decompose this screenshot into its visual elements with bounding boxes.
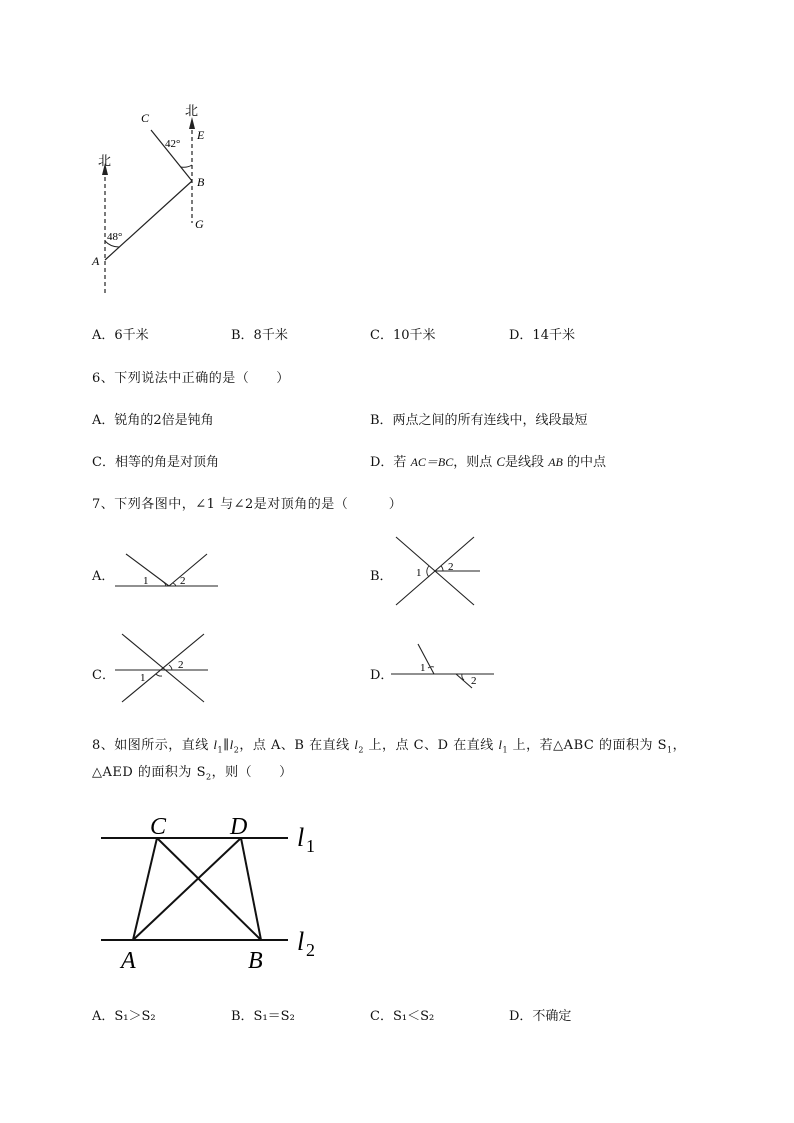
q8-l1-sub: 1 <box>217 745 224 755</box>
q7-d-angle-1: 1 <box>420 662 426 674</box>
q8-option-d: D．不确定 <box>509 1009 572 1024</box>
north-label-left: 北 <box>98 153 112 168</box>
q6-option-a: A．锐角的2倍是钝角 <box>92 413 214 428</box>
fig-label-a: A <box>121 948 136 974</box>
angle-label-42: 42° <box>165 138 181 150</box>
point-label-e: E <box>197 128 205 142</box>
point-label-c: C <box>141 111 150 125</box>
point-label-b: B <box>197 175 205 189</box>
q8-option-c: C．S₁＜S₂ <box>370 1009 435 1024</box>
q8-l1-b: l <box>498 737 503 752</box>
q8-l2-sub: 2 <box>233 745 240 755</box>
q7-option-c-label: C． <box>92 668 115 683</box>
q6-stem: 6、下列说法中正确的是（ ） <box>92 371 290 386</box>
q8-stem2: △AED 的面积为 S <box>92 765 206 780</box>
q7-figure-b <box>392 535 484 607</box>
q8-stem-pre: 8、如图所示，直线 <box>92 738 214 753</box>
q8-l2-b: l <box>354 737 359 752</box>
q7-figure-d <box>388 640 498 690</box>
q7-figure-c <box>112 632 212 704</box>
fig-label-l2: l <box>297 927 305 956</box>
point-label-a: A <box>92 254 100 268</box>
fig-label-d: D <box>230 814 248 840</box>
point-label-g: G <box>195 217 204 231</box>
q8-l2: l <box>229 737 234 752</box>
q8-s2-sub: 2 <box>205 772 212 782</box>
q8-trapezoid-figure <box>95 810 335 975</box>
q8-stem-mid2: 上，点 C、D 在直线 <box>363 738 499 753</box>
q7-a-angle-2: 2 <box>180 575 186 587</box>
q5-option-d: D．14千米 <box>509 328 575 343</box>
angle-label-48: 48° <box>107 231 123 243</box>
north-arrow-right <box>189 117 195 129</box>
q7-c-angle-1: 1 <box>140 672 146 684</box>
north-label-right: 北 <box>185 103 199 118</box>
q7-d-angle-2: 2 <box>471 675 477 687</box>
fig-label-l1: l <box>297 823 305 852</box>
segment-cb <box>157 838 261 940</box>
q8-stem-post: 上，若△ABC 的面积为 S <box>508 738 667 753</box>
q8-option-a: A．S₁＞S₂ <box>92 1009 156 1024</box>
fig-label-c: C <box>150 814 167 840</box>
q5-option-b: B．8千米 <box>231 328 288 343</box>
q6-d-pre: D．若 <box>370 455 411 470</box>
q8-l1-sub-b: 1 <box>502 745 509 755</box>
segment-ca <box>133 838 157 940</box>
q6-option-d <box>370 451 606 470</box>
q6-d-post: 的中点 <box>562 455 606 470</box>
q8-l2-sub-b: 2 <box>358 745 364 755</box>
q7-b-angle-1: 1 <box>416 567 422 579</box>
q5-option-a: A．6千米 <box>92 328 149 343</box>
q8-stem-mid: ，点 A、B 在直线 <box>239 738 355 753</box>
q8-stem-line-1 <box>92 734 686 755</box>
fig-label-b: B <box>248 948 263 974</box>
q8-stem-line-2 <box>92 761 293 782</box>
q8-l1: l <box>213 737 218 752</box>
fig-label-l2-sub: 2 <box>306 940 315 960</box>
q6-d-eq: AC＝BC <box>410 455 454 469</box>
q8-option-b: B．S₁＝S₂ <box>231 1009 295 1024</box>
q7-option-b-label: B． <box>370 569 393 584</box>
q7-b-angle-2: 2 <box>448 561 454 573</box>
q6-d-mid: ，则点 <box>453 455 497 470</box>
q7-option-a-label: A． <box>92 569 115 584</box>
q8-s1-sub: 1 <box>666 745 673 755</box>
q6-d-ab: AB <box>548 455 563 469</box>
q8-parallel: ∥ <box>223 738 230 753</box>
q6-option-b: B．两点之间的所有连线中，线段最短 <box>370 413 588 428</box>
q7-c-angle-2: 2 <box>178 659 184 671</box>
segment-ab <box>105 181 192 260</box>
segment-ad <box>133 838 241 940</box>
q7-figure-a <box>112 548 222 593</box>
direction-figure <box>85 95 225 305</box>
q7-option-d-label: D． <box>370 668 394 683</box>
q7-stem: 7、下列各图中，∠1 与∠2是对顶角的是（ ） <box>92 497 403 512</box>
fig-label-l1-sub: 1 <box>306 836 315 856</box>
q6-d-mid2: 是线段 <box>505 455 549 470</box>
q6-option-c: C．相等的角是对顶角 <box>92 455 219 470</box>
q8-stem2-end: ，则（ ） <box>211 765 293 780</box>
q7-a-angle-1: 1 <box>143 575 149 587</box>
q5-option-c: C．10千米 <box>370 328 436 343</box>
q8-stem-end: ， <box>672 738 687 753</box>
q6-d-c: C <box>496 454 506 469</box>
angle-arc-42 <box>181 165 192 167</box>
